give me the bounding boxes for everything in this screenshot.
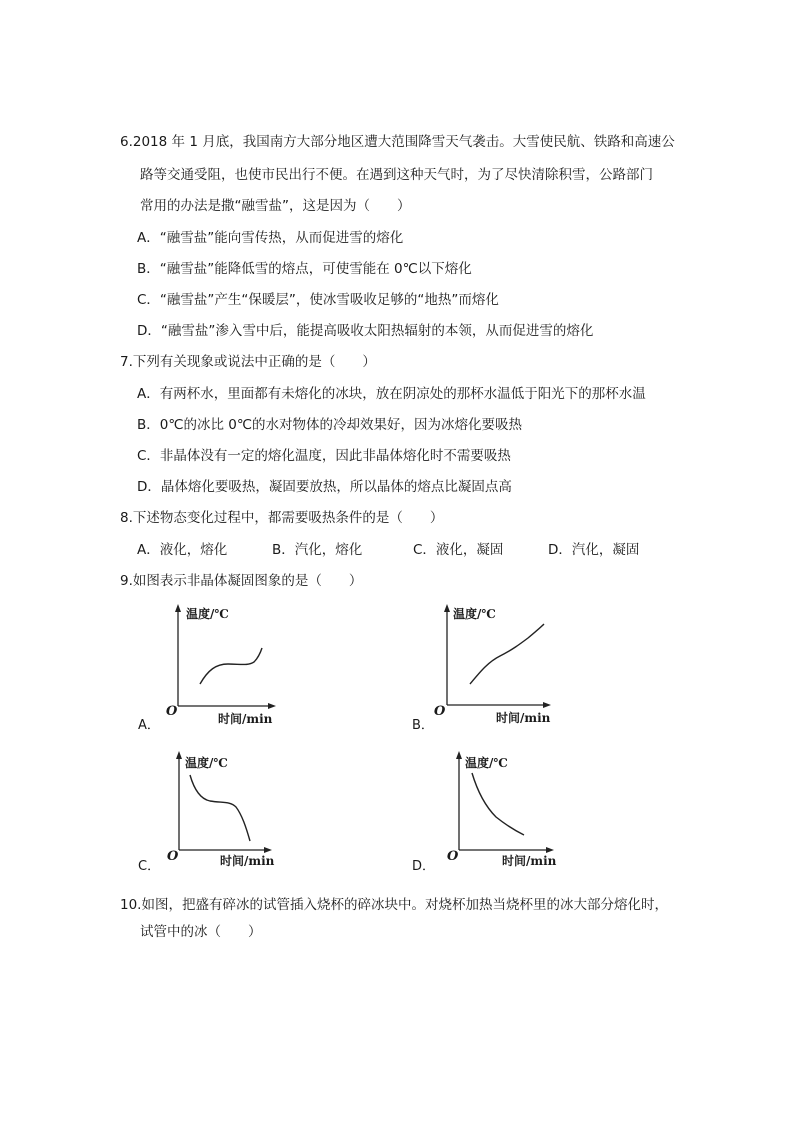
graph-d-curve [472, 773, 524, 835]
graph-d-letter: D． [412, 859, 436, 874]
graph-d-origin: O [447, 849, 459, 864]
graph-b-curve [470, 624, 544, 684]
q7-option-b: B．0℃的冰比 0℃的水对物体的冷却效果好，因为冰熔化要吸热 [137, 417, 523, 433]
q6-option-a: A．“融雪盐”能向雪传热，从而促进雪的熔化 [137, 230, 404, 246]
q7-stem: 7.下列有关现象或说法中正确的是（ ） [120, 354, 376, 370]
q7-option-c: C．非晶体没有一定的熔化温度，因此非晶体熔化时不需要吸热 [137, 448, 511, 464]
q9-stem: 9.如图表示非晶体凝固图象的是（ ） [120, 573, 363, 589]
graph-c-curve [190, 775, 250, 841]
q7-option-d: D．晶体熔化要吸热，凝固要放热，所以晶体的熔点比凝固点高 [137, 479, 512, 495]
graph-c-ylabel: 温度/℃ [185, 756, 228, 770]
graph-b-y-arrow [444, 604, 450, 612]
q6-option-b: B．“融雪盐”能降低雪的熔点，可使雪能在 0℃以下熔化 [137, 261, 472, 277]
q7-option-a: A．有两杯水，里面都有未熔化的冰块，放在阴凉处的那杯水温低于阳光下的那杯水温 [137, 386, 646, 402]
q8-option-d: D．汽化，凝固 [548, 542, 640, 558]
graph-c-y-arrow [176, 751, 182, 759]
q6-stem-line-2: 路等交通受阻，也使市民出行不便。在遇到这种天气时，为了尽快清除积雪，公路部门 [140, 167, 653, 183]
graph-b-ylabel: 温度/℃ [453, 607, 496, 621]
q8-option-c: C．液化，凝固 [413, 542, 504, 558]
q10-stem-line-1: 10.如图，把盛有碎冰的试管插入烧杯的碎冰块中。对烧杯加热当烧杯里的冰大部分熔化时， [120, 897, 668, 913]
graph-a-curve [200, 648, 262, 684]
graph-d [410, 745, 570, 880]
graph-a-y-arrow [175, 604, 181, 612]
graph-a-letter: A． [138, 718, 160, 733]
q6-option-c: C．“融雪盐”产生“保暖层”，使冰雪吸收足够的“地热”而熔化 [137, 292, 499, 308]
graph-b [410, 600, 570, 740]
graph-a-x-arrow [268, 703, 276, 709]
q8-option-a: A．液化，熔化 [137, 542, 228, 558]
graph-c-letter: C． [138, 859, 161, 874]
graph-a-xlabel: 时间/min [218, 712, 273, 726]
graph-d-y-arrow [456, 751, 462, 759]
q6-option-d: D．“融雪盐”渗入雪中后，能提高吸收太阳热辐射的本领，从而促进雪的熔化 [137, 323, 594, 339]
graph-a [130, 600, 280, 740]
graph-d-xlabel: 时间/min [502, 854, 557, 868]
graph-c-xlabel: 时间/min [220, 854, 275, 868]
q8-option-b: B．汽化，熔化 [272, 542, 363, 558]
graph-c-origin: O [167, 849, 179, 864]
graph-b-xlabel: 时间/min [496, 711, 551, 725]
q8-stem: 8.下述物态变化过程中，都需要吸热条件的是（ ） [120, 510, 444, 526]
q6-stem-line-3: 常用的办法是撒“融雪盐”，这是因为（ ） [140, 198, 411, 214]
graph-b-origin: O [434, 704, 446, 719]
q6-stem-line-1: 6.2018 年 1 月底，我国南方大部分地区遭大范围降雪天气袭击。大雪使民航、铁路和高速公 [120, 134, 675, 150]
graph-d-ylabel: 温度/℃ [465, 756, 508, 770]
graph-c [130, 745, 280, 880]
graph-a-ylabel: 温度/℃ [186, 607, 229, 621]
graph-a-origin: O [166, 704, 178, 719]
q10-stem-line-2: 试管中的冰（ ） [140, 924, 262, 940]
graph-b-x-arrow [543, 702, 551, 708]
graph-b-letter: B． [412, 718, 434, 733]
